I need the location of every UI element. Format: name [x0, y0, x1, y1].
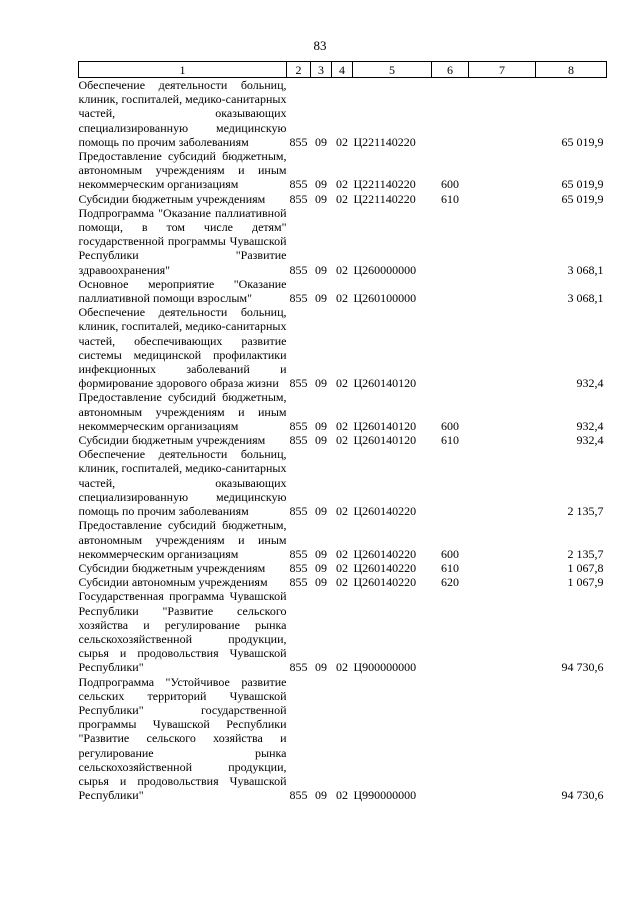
target-article-cell: Ц260140220	[353, 504, 417, 519]
subsection-code-cell: 02	[336, 376, 348, 391]
ministry-code-cell: 855	[289, 191, 308, 206]
ministry-code-cell: 855	[289, 433, 308, 448]
expense-type-cell: 610	[441, 560, 459, 575]
section-code-cell: 09	[315, 262, 327, 277]
section-code-cell: 09	[315, 504, 327, 519]
amount-cell: 932,4	[576, 418, 604, 433]
section-code-cell: 09	[315, 575, 327, 590]
expense-type-cell	[432, 206, 469, 277]
target-article-cell: Ц260100000	[353, 291, 417, 306]
target-article-cell: Ц260140220	[353, 546, 417, 561]
subsection-code-cell: 02	[336, 660, 348, 675]
table-row	[79, 589, 607, 674]
table-row	[79, 390, 607, 433]
column-7-cell	[469, 277, 536, 305]
ministry-code-cell: 855	[289, 376, 308, 391]
ministry-code-cell: 855	[289, 660, 308, 675]
section-code-cell: 09	[315, 546, 327, 561]
column-header: 1	[79, 62, 287, 78]
expense-type-cell	[432, 277, 469, 305]
target-article-cell: Ц260140120	[353, 433, 417, 448]
ministry-code-cell: 855	[289, 418, 308, 433]
row-name-cell: Предоставление субсидий бюджетным, автономным учреждениям и иным некоммерческим организациям	[78, 149, 287, 192]
subsection-code-cell: 02	[336, 546, 348, 561]
budget-table	[78, 61, 607, 802]
row-name-cell: Государственная программа Чувашской Республики "Развитие сельского хозяйства и регулирование рынка сельскохозяйственной продукции, сырья и продовольствия Чувашской Республики"	[78, 589, 287, 675]
ministry-code-cell: 855	[289, 134, 308, 149]
amount-cell: 3 068,1	[567, 262, 604, 277]
expense-type-cell: 600	[441, 546, 459, 561]
amount-cell: 65 019,9	[561, 134, 604, 149]
column-7-cell	[469, 192, 536, 206]
column-7-cell	[469, 149, 536, 192]
table-row	[79, 78, 607, 150]
table-row	[79, 206, 607, 277]
subsection-code-cell: 02	[336, 560, 348, 575]
expense-type-cell: 620	[441, 575, 459, 590]
header-row	[79, 62, 607, 78]
column-header: 3	[311, 62, 332, 78]
column-7-cell	[469, 78, 536, 150]
ministry-code-cell: 855	[289, 575, 308, 590]
column-7-cell	[469, 433, 536, 447]
table-row	[79, 675, 607, 803]
row-name-cell: Субсидии бюджетным учреждениям	[78, 433, 266, 448]
table-row	[79, 575, 607, 589]
section-code-cell: 09	[315, 660, 327, 675]
target-article-cell: Ц221140220	[353, 191, 416, 206]
expense-type-cell: 610	[441, 433, 459, 448]
column-7-cell	[469, 589, 536, 674]
ministry-code-cell: 855	[289, 560, 308, 575]
subsection-code-cell: 02	[336, 191, 348, 206]
ministry-code-cell: 855	[289, 177, 308, 192]
table-row	[79, 277, 607, 305]
expense-type-cell: 600	[441, 418, 459, 433]
table-row	[79, 192, 607, 206]
subsection-code-cell: 02	[336, 504, 348, 519]
amount-cell: 932,4	[576, 376, 604, 391]
subsection-code-cell: 02	[336, 177, 348, 192]
section-code-cell: 09	[315, 433, 327, 448]
column-7-cell	[469, 575, 536, 589]
table-row	[79, 447, 607, 518]
amount-cell: 932,4	[576, 433, 604, 448]
column-7-cell	[469, 675, 536, 803]
row-name-cell: Обеспечение деятельности больниц, клиник, госпиталей, медико-санитарных частей, обеспечивающих развитие системы медицинской профилактики инфекционных заболеваний и формирование здорового образа жизни	[78, 305, 287, 391]
column-header: 8	[536, 62, 607, 78]
row-name-cell: Субсидии бюджетным учреждениям	[78, 560, 266, 575]
column-header: 2	[287, 62, 311, 78]
table-row	[79, 305, 607, 390]
target-article-cell: Ц221140220	[353, 177, 416, 192]
section-code-cell: 09	[315, 291, 327, 306]
expense-type-cell: 610	[441, 191, 459, 206]
page-number: 83	[313, 38, 327, 53]
amount-cell: 1 067,8	[567, 560, 604, 575]
column-7-cell	[469, 206, 536, 277]
expense-type-cell	[432, 447, 469, 518]
row-name-cell: Обеспечение деятельности больниц, клиник, госпиталей, медико-санитарных частей, оказывающих специализированную медицинскую помощь по прочим заболеваниям	[78, 447, 287, 519]
section-code-cell: 09	[315, 418, 327, 433]
amount-cell: 2 135,7	[567, 504, 604, 519]
subsection-code-cell: 02	[336, 262, 348, 277]
table-row	[79, 518, 607, 561]
target-article-cell: Ц260140120	[353, 418, 417, 433]
row-name-cell: Субсидии бюджетным учреждениям	[78, 191, 266, 206]
row-name-cell: Субсидии автономным учреждениям	[78, 575, 268, 590]
table-row	[79, 561, 607, 575]
subsection-code-cell: 02	[336, 291, 348, 306]
expense-type-cell	[432, 675, 469, 803]
column-7-cell	[469, 561, 536, 575]
table-row	[79, 149, 607, 192]
target-article-cell: Ц221140220	[353, 134, 416, 149]
column-7-cell	[469, 390, 536, 433]
target-article-cell: Ц260140220	[353, 575, 417, 590]
column-header: 4	[332, 62, 353, 78]
target-article-cell: Ц260140120	[353, 376, 417, 391]
amount-cell: 2 135,7	[567, 546, 604, 561]
amount-cell: 94 730,6	[561, 660, 604, 675]
subsection-code-cell: 02	[336, 575, 348, 590]
subsection-code-cell: 02	[336, 433, 348, 448]
ministry-code-cell: 855	[289, 546, 308, 561]
subsection-code-cell: 02	[336, 788, 348, 803]
expense-type-cell	[432, 305, 469, 390]
amount-cell: 1 067,9	[567, 575, 604, 590]
row-name-cell: Основное мероприятие "Оказание паллиативной помощи взрослым"	[78, 276, 287, 306]
amount-cell: 94 730,6	[561, 788, 604, 803]
section-code-cell: 09	[315, 376, 327, 391]
row-name-cell: Предоставление субсидий бюджетным, автономным учреждениям и иным некоммерческим организациям	[78, 518, 287, 561]
expense-type-cell	[432, 78, 469, 150]
row-name-cell: Предоставление субсидий бюджетным, автономным учреждениям и иным некоммерческим организациям	[78, 390, 287, 433]
ministry-code-cell: 855	[289, 504, 308, 519]
target-article-cell: Ц900000000	[353, 660, 417, 675]
section-code-cell: 09	[315, 560, 327, 575]
amount-cell: 65 019,9	[561, 177, 604, 192]
ministry-code-cell: 855	[289, 262, 308, 277]
expense-type-cell: 600	[441, 177, 459, 192]
ministry-code-cell: 855	[289, 291, 308, 306]
column-7-cell	[469, 518, 536, 561]
amount-cell: 3 068,1	[567, 291, 604, 306]
row-name-cell: Подпрограмма "Оказание паллиативной помощи, в том числе детям" государственной программы Чувашской Республики "Развитие здравоохранения"	[78, 205, 287, 277]
section-code-cell: 09	[315, 177, 327, 192]
column-header: 6	[432, 62, 469, 78]
section-code-cell: 09	[315, 788, 327, 803]
ministry-code-cell: 855	[289, 788, 308, 803]
column-7-cell	[469, 305, 536, 390]
amount-cell: 65 019,9	[561, 191, 604, 206]
column-7-cell	[469, 447, 536, 518]
column-header: 7	[469, 62, 536, 78]
target-article-cell: Ц990000000	[353, 788, 417, 803]
table-row	[79, 433, 607, 447]
section-code-cell: 09	[315, 134, 327, 149]
row-name-cell: Подпрограмма "Устойчивое развитие сельских территорий Чувашской Республики" государственной программы Чувашской Республики "Развитие сельского хозяйства и регулирование рынка сельскохозяйственной продукции, сырья и продовольствия Чувашской Республики"	[78, 674, 287, 803]
row-name-cell: Обеспечение деятельности больниц, клиник, госпиталей, медико-санитарных частей, оказывающих специализированную медицинскую помощь по прочим заболеваниям	[78, 78, 287, 149]
expense-type-cell	[432, 589, 469, 674]
target-article-cell: Ц260000000	[353, 262, 417, 277]
target-article-cell: Ц260140220	[353, 560, 417, 575]
subsection-code-cell: 02	[336, 418, 348, 433]
column-header: 5	[353, 62, 432, 78]
section-code-cell: 09	[315, 191, 327, 206]
subsection-code-cell: 02	[336, 134, 348, 149]
